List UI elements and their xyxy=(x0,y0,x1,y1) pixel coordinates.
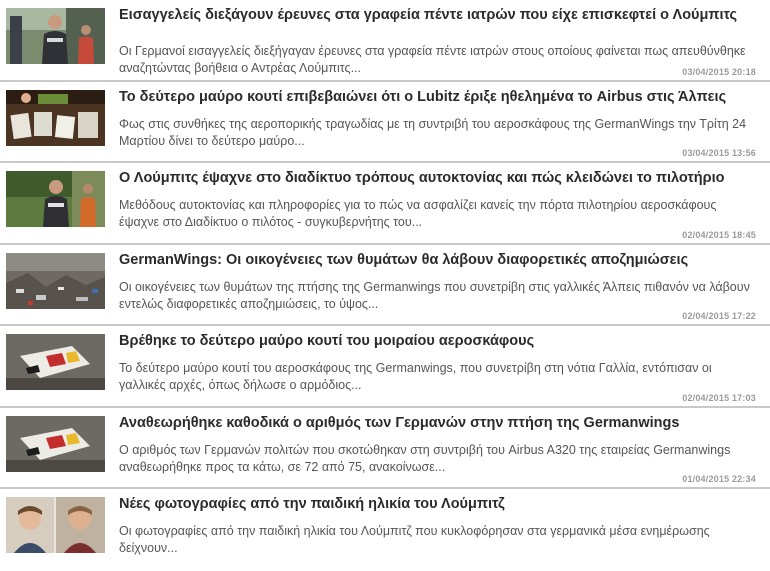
article-thumbnail[interactable] xyxy=(6,497,105,553)
article-thumbnail[interactable] xyxy=(6,416,105,472)
article-summary: Το δεύτερο μαύρο κουτί του αεροσκάφους της Germanwings, που συνετρίβη στη νότια Γαλλία, εντόπισαν οι γαλλικές αρχές, όπως δήλωσε ο αρμόδιος... xyxy=(119,361,712,392)
article-title[interactable]: Εισαγγελείς διεξάγουν έρευνες στα γραφεία πέντε ιατρών που είχε επισκεφτεί ο Λούμπιτς xyxy=(119,7,738,23)
article-item xyxy=(0,489,770,571)
article-thumbnail[interactable] xyxy=(6,171,105,227)
article-thumbnail[interactable] xyxy=(6,334,105,390)
article-date: 02/04/2015 17:22 xyxy=(682,311,756,321)
article-date: 02/04/2015 17:03 xyxy=(682,392,756,403)
article-item xyxy=(0,0,770,82)
article-title[interactable]: Ο Λούμπιτς έψαχνε στο διαδίκτυο τρόπους αυτοκτονίας και πώς κλειδώνει το πιλοτήριο xyxy=(119,170,725,186)
article-item xyxy=(0,163,770,245)
article-thumbnail[interactable] xyxy=(6,90,105,146)
article-title[interactable]: Βρέθηκε το δεύτερο μαύρο κουτί του μοιραίου αεροσκάφους xyxy=(119,333,535,349)
article-summary: Ο αριθμός των Γερμανών πολιτών που σκοτώθηκαν στη συντριβή του Airbus A320 της εταιρείας Germanwings αναθεωρήθηκε προς τα κάτω, σε 72 από 75, ανακοίνωσε... xyxy=(119,442,731,474)
article-item xyxy=(0,245,770,327)
article-item xyxy=(0,408,770,490)
article-date: 01/04/2015 22:34 xyxy=(682,474,756,484)
article-thumbnail[interactable] xyxy=(6,253,105,309)
article-title[interactable]: Αναθεωρήθηκε καθοδικά ο αριθμός των Γερμανών στην πτήση της Germanwings xyxy=(119,414,680,431)
article-date: 03/04/2015 13:56 xyxy=(682,148,756,158)
article-title[interactable]: Νέες φωτογραφίες από την παιδική ηλικία του Λούμπιτζ xyxy=(119,496,505,512)
article-title[interactable]: GermanWings: Οι οικογένειες των θυμάτων θα λάβουν διαφορετικές αποζημιώσεις xyxy=(119,251,689,268)
article-summary: Οι Γερμανοί εισαγγελείς διεξήγαγαν έρευνες στα γραφεία πέντε ιατρών στους οποίους φαίνεται πως απευθύνθηκε αναζητώντας βοήθεια ο Αντρέας Λούμπιτς... xyxy=(119,44,746,75)
article-item xyxy=(0,326,770,408)
article-summary: Μεθόδους αυτοκτονίας και πληροφορίες για το πώς να ασφαλίζει κανείς την πόρτα πιλοτηρίου αεροσκάφους έψαχνε στο Διαδίκτυο ο πιλότος - συγκυβερνήτης του... xyxy=(119,198,717,229)
article-summary: Φως στις συνθήκες της αεροπορικής τραγωδίας με τη συντριβή του αεροσκάφους της GermanWings την Τρίτη 24 Μαρτίου δίνει το δεύτερο μαύρο... xyxy=(119,116,747,148)
article-date: 03/04/2015 20:18 xyxy=(682,66,756,77)
article-summary: Οι φωτογραφίες από την παιδική ηλικία του Λούμπιτζ που κυκλοφόρησαν στα γερμανικά μέσα ενημέρωσης δείχνουν... xyxy=(119,524,710,555)
article-date: 02/04/2015 18:45 xyxy=(682,229,756,240)
article-title[interactable]: Το δεύτερο μαύρο κουτί επιβεβαιώνει ότι ο Lubitz έριξε ηθελημένα το Airbus στις Άλπεις xyxy=(119,88,727,105)
article-summary: Οι οικογένειες των θυμάτων της πτήσης της Germanwings που συνετρίβη στις γαλλικές Άλπεις πιθανόν να λάβουν εντελώς διαφορετικές αποζημιώσεις, το ύψος... xyxy=(119,279,750,311)
article-item xyxy=(0,82,770,164)
article-thumbnail[interactable] xyxy=(6,8,105,64)
